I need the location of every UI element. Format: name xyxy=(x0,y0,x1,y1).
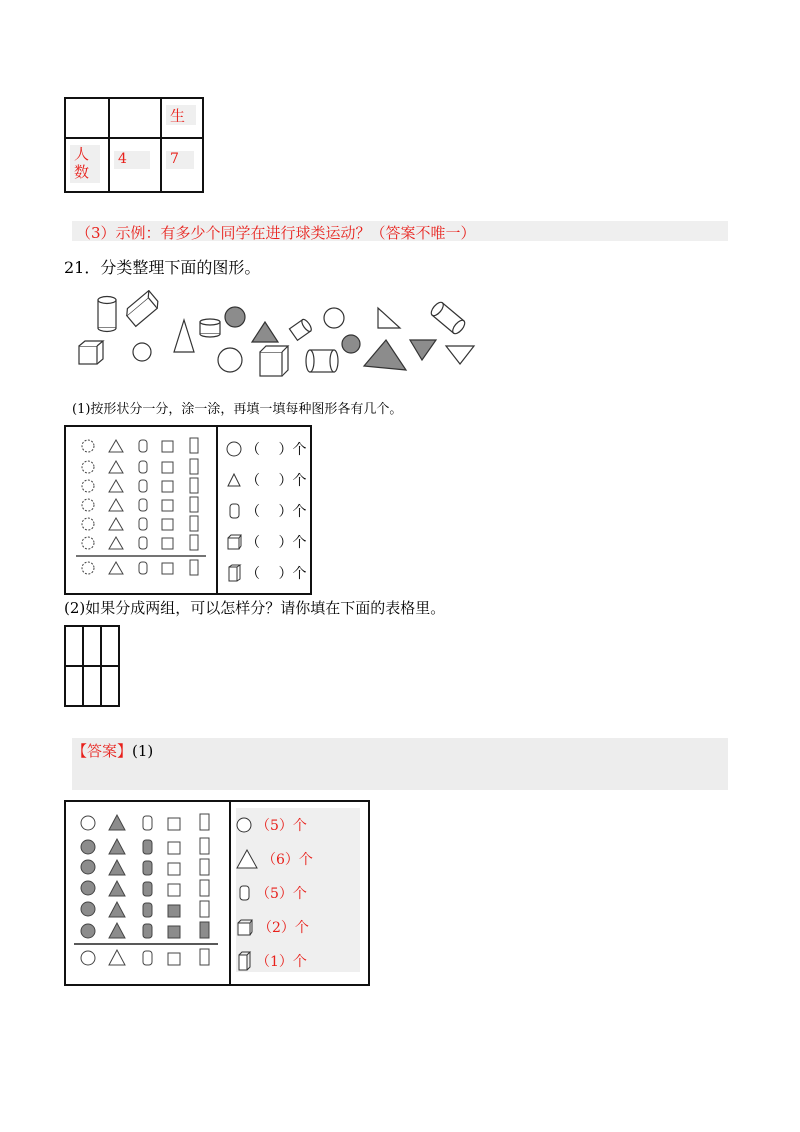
cylinder-column xyxy=(139,440,147,574)
table-cell[interactable] xyxy=(101,666,119,706)
answer-shape-columns xyxy=(66,802,226,984)
count-row-triangle xyxy=(226,464,306,495)
table-cell[interactable] xyxy=(83,666,101,706)
circle-icon xyxy=(236,817,252,833)
table-cell-text: 人数 xyxy=(74,145,90,181)
count-row-text: （ ）个 xyxy=(246,472,307,489)
triangle-icon xyxy=(174,320,194,352)
top-table xyxy=(64,97,204,193)
cuboid-icon xyxy=(124,291,161,327)
table-cell[interactable] xyxy=(101,626,119,666)
blank-group-table xyxy=(64,625,120,707)
circle-icon xyxy=(218,348,242,372)
cube-column xyxy=(168,818,180,965)
shape-columns xyxy=(66,427,216,593)
cylinder-icon xyxy=(226,503,242,519)
answer-box xyxy=(64,800,370,986)
count-row-cylinder xyxy=(236,876,313,910)
divider xyxy=(216,427,218,593)
table-cell xyxy=(65,98,109,138)
count-row-cuboid xyxy=(226,557,306,588)
cylinder-icon xyxy=(236,885,252,901)
count-row-cylinder xyxy=(226,495,306,526)
cuboid-icon xyxy=(236,951,252,971)
triangle-icon xyxy=(364,340,406,370)
count-row-cuboid xyxy=(236,944,313,978)
count-list-blank xyxy=(226,433,306,588)
table-cell xyxy=(109,138,161,192)
triangle-column xyxy=(109,440,123,574)
count-row-text: （ ）个 xyxy=(246,441,307,458)
count-row-circle xyxy=(236,808,313,842)
circle-column xyxy=(82,440,94,574)
table-cell xyxy=(161,98,203,138)
count-row-text: （ ）个 xyxy=(246,565,307,582)
table-cell[interactable] xyxy=(83,626,101,666)
cylinder-icon xyxy=(306,350,338,372)
count-row-cube xyxy=(236,910,313,944)
divider xyxy=(229,802,231,984)
cube-icon xyxy=(79,341,103,364)
cylinder-icon xyxy=(200,319,220,337)
triangle-column xyxy=(109,815,125,965)
answer-bar xyxy=(72,738,728,790)
count-list-answer xyxy=(236,808,313,978)
answer-part: (1) xyxy=(132,742,154,760)
worksheet-box xyxy=(64,425,312,595)
table-cell xyxy=(65,138,109,192)
triangle-icon xyxy=(226,472,242,488)
table-cell[interactable] xyxy=(65,666,83,706)
triangle-icon xyxy=(378,308,400,328)
count-row-text: （ ）个 xyxy=(246,534,307,551)
count-row-cube xyxy=(226,526,306,557)
count-row-text: （ ）个 xyxy=(246,503,307,520)
circle-icon xyxy=(342,335,360,353)
table-cell[interactable] xyxy=(65,626,83,666)
cuboid-column xyxy=(200,814,209,965)
table-cell xyxy=(109,98,161,138)
cylinder-icon xyxy=(289,318,313,340)
count-row-text: （6）个 xyxy=(262,852,313,868)
cylinder-icon xyxy=(98,297,116,332)
circle-column xyxy=(81,816,95,965)
circle-icon xyxy=(226,441,242,457)
cube-icon xyxy=(226,534,242,550)
part1-instruction: (1)按形状分一分，涂一涂，再填一填每种图形各有几个。 xyxy=(72,402,403,417)
cuboid-column xyxy=(190,438,198,575)
count-row-circle xyxy=(226,433,306,464)
triangle-icon xyxy=(446,346,474,364)
table-cell-text: 生 xyxy=(170,107,186,125)
cube-icon xyxy=(260,346,288,376)
table-cell-text: 7 xyxy=(170,151,179,167)
circle-icon xyxy=(225,307,245,327)
question-title: 21．分类整理下面的图形。 xyxy=(64,258,261,277)
answer-label: 【答案】 xyxy=(72,742,133,760)
scattered-shapes-figure xyxy=(70,290,490,385)
cylinder-icon xyxy=(429,300,467,335)
table-cell xyxy=(161,138,203,192)
part2-instruction: (2)如果分成两组，可以怎样分？请你填在下面的表格里。 xyxy=(64,599,446,617)
example-answer-text: （3）示例：有多少个同学在进行球类运动？（答案不唯一） xyxy=(76,224,476,242)
count-row-text: （5）个 xyxy=(256,818,307,834)
cylinder-column xyxy=(143,816,152,965)
answer-heading xyxy=(72,740,153,761)
count-row-text: （1）个 xyxy=(256,954,307,970)
circle-icon xyxy=(133,343,151,361)
circle-icon xyxy=(324,308,344,328)
triangle-icon xyxy=(410,340,436,360)
triangle-icon xyxy=(252,322,278,342)
cube-column xyxy=(162,441,173,574)
cube-icon xyxy=(236,918,254,936)
count-row-text: （2）个 xyxy=(258,920,309,936)
cuboid-icon xyxy=(226,564,242,582)
count-row-triangle xyxy=(236,842,313,876)
table-cell-text: 4 xyxy=(118,151,127,167)
triangle-icon xyxy=(236,849,258,869)
count-row-text: （5）个 xyxy=(256,886,307,902)
